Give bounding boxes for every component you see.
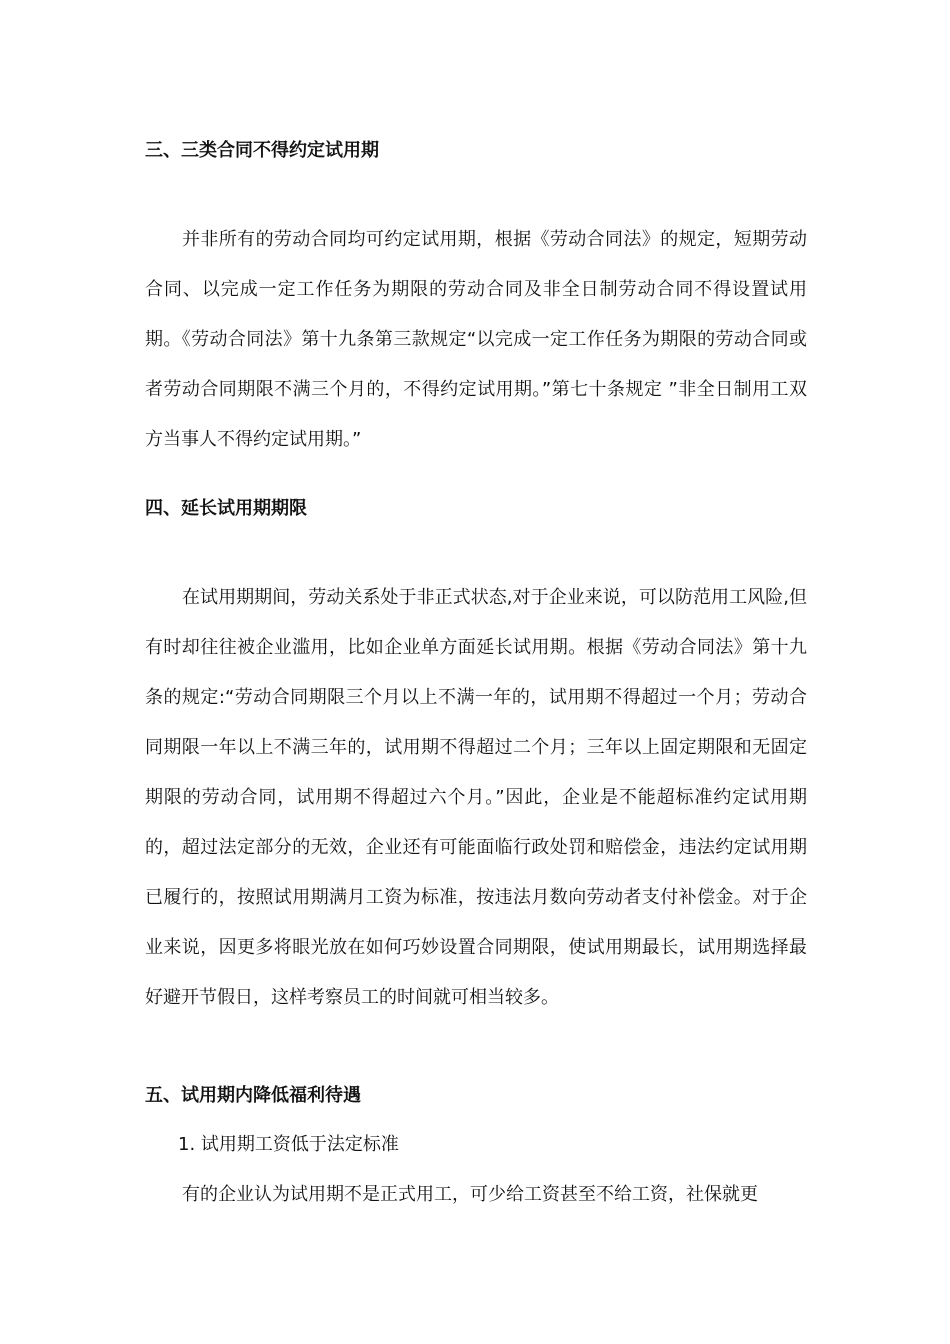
section-3-heading: 三、三类合同不得约定试用期	[145, 140, 379, 161]
section-5-heading: 五、试用期内降低福利待遇	[145, 1085, 361, 1106]
section-4-paragraph: 在试用期期间，劳动关系处于非正式状态,对于企业来说，可以防范用工风险,但有时却往往被企业滥用，比如企业单方面延长试用期。根据《劳动合同法》第十九条的规定:“劳动合同期限三个月以上不满一年的，试用期不得超过一个月；劳动合同期限一年以上不满三年的，试用期不得超过二个月；三年以上固定期限和无固定期限的劳动合同，试用期不得超过六个月。”因此，企业是不能超标准约定试用期的，超过法定部分的无效，企业还有可能面临行政处罚和赔偿金，违法约定试用期已履行的，按照试用期满月工资为标准，按违法月数向劳动者支付补偿金。对于企业来说，因更多将眼光放在如何巧妙设置合同期限，使试用期最长，试用期选择最好避开节假日，这样考察员工的时间就可相当较多。	[145, 587, 807, 1008]
section-4-heading: 四、延长试用期期限	[145, 498, 307, 519]
section-3-paragraph: 并非所有的劳动合同均可约定试用期，根据《劳动合同法》的规定，短期劳动合同、以完成一定工作任务为期限的劳动合同及非全日制劳动合同不得设置试用期。《劳动合同法》第十九条第三款规定“以完成一定工作任务为期限的劳动合同或者劳动合同期限不满三个月的，不得约定试用期。”第七十条规定 ”非全日制用工双方当事人不得约定试用期。”	[145, 229, 807, 450]
section-5-subheading: 1. 试用期工资低于法定标准	[178, 1134, 399, 1155]
section-5-paragraph: 有的企业认为试用期不是正式用工，可少给工资甚至不给工资，社保就更	[182, 1184, 758, 1205]
